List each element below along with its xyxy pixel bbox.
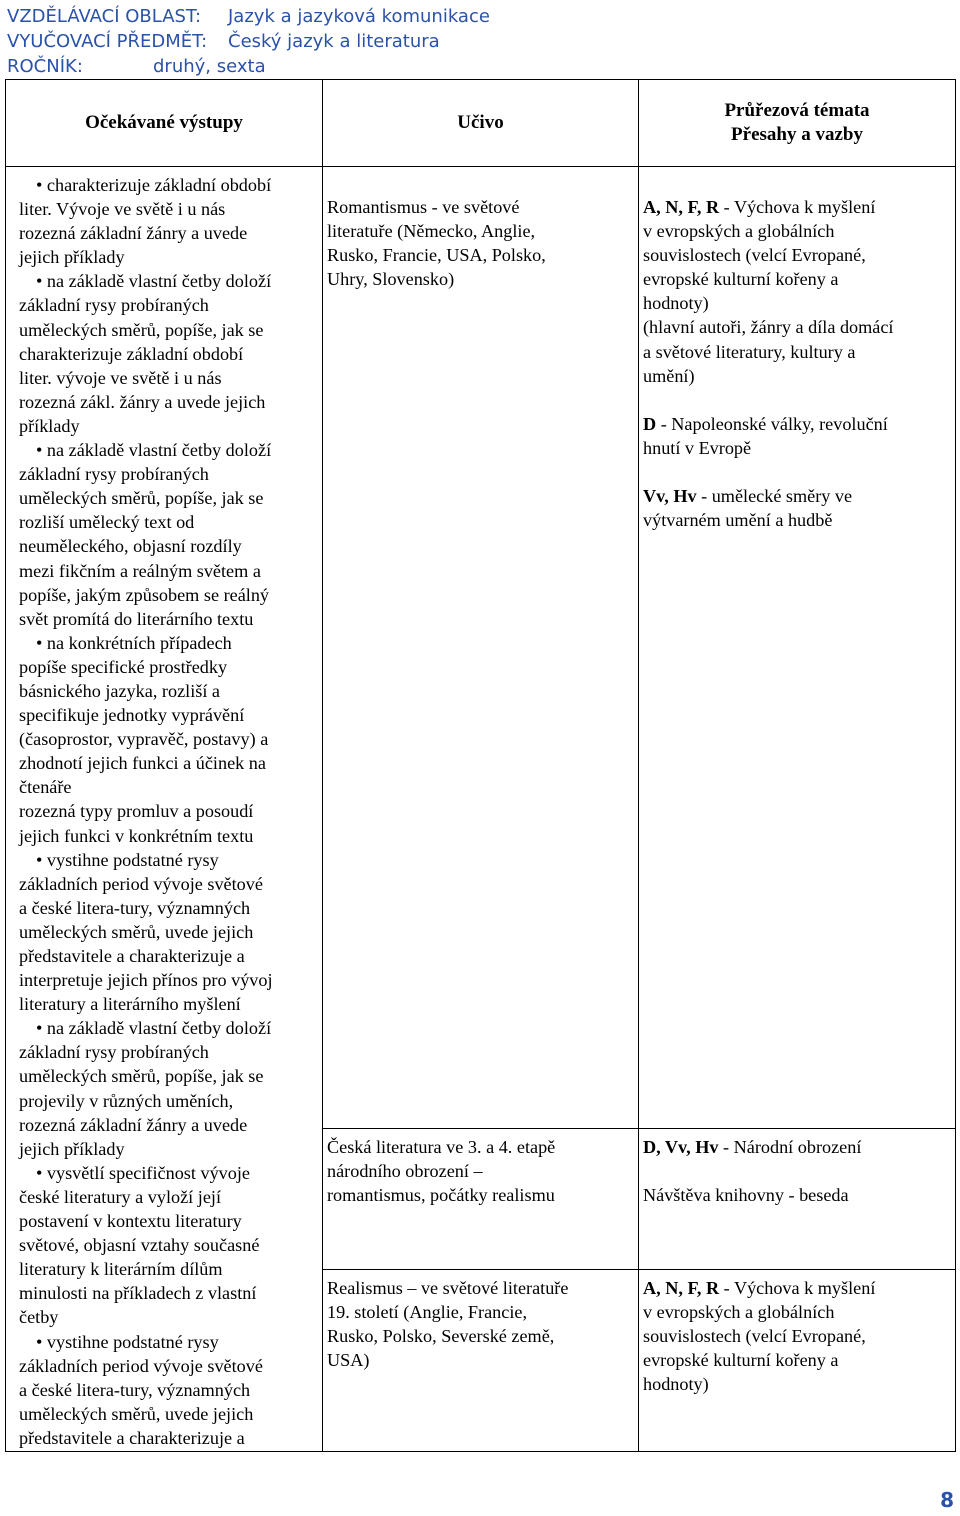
output-line: • na základě vlastní četby doloží xyxy=(36,271,272,292)
output-line: specifikuje jednotky vyprávění xyxy=(19,705,245,726)
output-line: uměleckých směrů, uvede jejich xyxy=(19,1403,254,1424)
output-line: zhodnotí jejich funkci a účinek na xyxy=(19,753,266,774)
output-line: postavení v kontextu literatury xyxy=(19,1211,242,1232)
subject-value: Český jazyk a literatura xyxy=(228,31,440,52)
themes-line: hodnoty) xyxy=(643,1374,709,1395)
themes-line: souvislostech (velcí Evropané, xyxy=(643,245,866,266)
themes-1-a-rest xyxy=(643,219,951,388)
output-line: a české litera-tury, významných xyxy=(19,1379,251,1400)
themes-1-d-l1: - Napoleonské války, revoluční xyxy=(656,413,888,434)
themes-line: (hlavní autoři, žánry a díla domácí xyxy=(643,317,894,338)
themes-1-a-bold: A, N, F, R xyxy=(643,197,720,217)
curriculum-2 xyxy=(327,1135,634,1207)
curriculum-line: Česká literatura ve 3. a 4. etapě xyxy=(327,1137,556,1157)
themes-line: evropské kulturní kořeny a xyxy=(643,269,839,290)
col-head-themes-line1: Průřezová témata xyxy=(724,100,870,121)
output-line: základní rysy probíraných xyxy=(19,1042,209,1063)
themes-2-l1: - Národní obrození xyxy=(718,1137,862,1157)
output-line: projevily v různých uměních, xyxy=(19,1090,234,1111)
output-line: světové, objasní vztahy současné xyxy=(19,1235,260,1256)
themes-1-v-bold: Vv, Hv xyxy=(643,486,697,507)
area-value: Jazyk a jazyková komunikace xyxy=(228,6,490,27)
curriculum-cell-3 xyxy=(323,1270,639,1452)
output-line: představitele a charakterizuje a xyxy=(19,946,245,966)
curriculum-line: národního obrození – xyxy=(327,1161,483,1182)
curriculum-1 xyxy=(327,195,634,291)
themes-line: umění) xyxy=(643,365,695,386)
themes-cell-2 xyxy=(639,1129,956,1270)
col-head-curriculum: Učivo xyxy=(323,80,639,167)
output-line: • na konkrétních případech xyxy=(36,632,232,653)
grade-key: ROČNÍK: xyxy=(7,56,83,77)
col-head-themes-line2: Přesahy a vazby xyxy=(731,124,863,145)
subject-row xyxy=(7,30,440,54)
output-line: literatury a literárního myšlení xyxy=(19,994,241,1015)
table-header-row xyxy=(6,80,956,167)
output-line: jejich příklady xyxy=(19,247,125,268)
curriculum-line: Uhry, Slovensko) xyxy=(327,269,455,290)
output-line: základní rysy probíraných xyxy=(19,464,209,485)
outputs-list xyxy=(19,173,322,1450)
subject-key: VYUČOVACÍ PŘEDMĚT: xyxy=(7,31,208,52)
curriculum-line: USA) xyxy=(327,1350,370,1371)
grade-row xyxy=(7,55,266,79)
output-line: základních period vývoje světové xyxy=(19,1355,263,1376)
output-line: a české litera-tury, významných xyxy=(19,897,251,918)
output-line: uměleckých směrů, popíše, jak se xyxy=(19,488,264,509)
table-row xyxy=(6,167,956,1129)
themes-1-d-bold: D xyxy=(643,413,657,434)
themes-2-l2: Návštěva knihovny - beseda xyxy=(643,1185,849,1206)
output-line: charakterizuje základní období xyxy=(19,343,244,364)
themes-1-v-l1: - umělecké směry ve xyxy=(696,486,853,507)
col-head-outputs: Očekávané výstupy xyxy=(6,80,323,167)
output-line: uměleckých směrů, uvede jejich xyxy=(19,921,254,942)
curriculum-3 xyxy=(327,1276,634,1372)
area-key: VZDĚLÁVACÍ OBLAST: xyxy=(7,6,202,27)
output-line: rozezná základní žánry a uvede xyxy=(19,223,248,244)
output-line: čtenáře xyxy=(19,777,72,798)
themes-cell-3 xyxy=(639,1270,956,1452)
curriculum-line: Realismus – ve světové literatuře xyxy=(327,1278,569,1298)
output-line: minulosti na příkladech z vlastní xyxy=(19,1283,257,1304)
themes-cell-1 xyxy=(639,167,956,1129)
curriculum-line: 19. století (Anglie, Francie, xyxy=(327,1302,528,1323)
grade-value: druhý, sexta xyxy=(153,56,266,77)
themes-line: a světové literatury, kultury a xyxy=(643,341,856,362)
themes-line: v evropských a globálních xyxy=(643,221,835,242)
output-line: svět promítá do literárního textu xyxy=(19,608,254,629)
curriculum-line: Rusko, Polsko, Severské země, xyxy=(327,1326,555,1347)
output-line: příklady xyxy=(19,415,80,436)
curriculum-table xyxy=(5,79,956,1452)
curriculum-line: Romantismus - ve světové xyxy=(327,197,520,217)
output-line: • vystihne podstatné rysy xyxy=(36,1331,219,1352)
col-head-themes xyxy=(639,80,956,167)
themes-1-a-l1: - Výchova k myšlení xyxy=(719,197,876,217)
curriculum-line: Rusko, Francie, USA, Polsko, xyxy=(327,245,546,266)
output-line: • na základě vlastní četby doloží xyxy=(36,1018,272,1039)
themes-line: v evropských a globálních xyxy=(643,1302,835,1323)
themes-2-bold: D, Vv, Hv xyxy=(643,1137,719,1157)
output-line: • vystihne podstatné rysy xyxy=(36,849,219,870)
output-line: neuměleckého, objasní rozdíly xyxy=(19,536,242,557)
output-line: uměleckých směrů, popíše, jak se xyxy=(19,319,264,340)
curriculum-cell-2 xyxy=(323,1129,639,1270)
output-line: • vysvětlí specifičnost vývoje xyxy=(36,1162,250,1183)
page-number: 8 xyxy=(940,1488,954,1512)
themes-3-a-l1: - Výchova k myšlení xyxy=(719,1278,876,1298)
output-line: rozezná zákl. žánry a uvede jejich xyxy=(19,391,266,412)
output-line: interpretuje jejich přínos pro vývoj xyxy=(19,970,273,991)
curriculum-line: romantismus, počátky realismu xyxy=(327,1185,555,1206)
themes-line: evropské kulturní kořeny a xyxy=(643,1350,839,1371)
output-line: jejich příklady xyxy=(19,1138,125,1159)
output-line: rozezná základní žánry a uvede xyxy=(19,1114,248,1135)
output-line: popíše specifické prostředky xyxy=(19,656,228,677)
themes-1-d-l2: hnutí v Evropě xyxy=(643,437,752,458)
output-line: • charakterizuje základní období xyxy=(36,175,272,195)
themes-3-a-rest xyxy=(643,1300,951,1396)
output-line: mezi fikčním a reálným světem a xyxy=(19,560,261,581)
area-row xyxy=(7,5,490,29)
output-line: rozezná typy promluv a posoudí xyxy=(19,801,254,822)
themes-3-a-bold: A, N, F, R xyxy=(643,1278,720,1298)
curriculum-cell-1 xyxy=(323,167,639,1129)
output-line: liter. Vývoje ve světě i u nás xyxy=(19,199,226,220)
output-line: četby xyxy=(19,1307,59,1328)
output-line: • na základě vlastní četby doloží xyxy=(36,440,272,461)
curriculum-line: literatuře (Německo, Anglie, xyxy=(327,221,536,242)
output-line: básnického jazyka, rozliší a xyxy=(19,680,220,701)
outputs-cell xyxy=(6,167,323,1452)
output-line: rozliší umělecký text od xyxy=(19,512,195,533)
output-line: (časoprostor, vypravěč, postavy) a xyxy=(19,729,269,750)
output-line: literatury k literárním dílům xyxy=(19,1259,223,1280)
output-line: liter. vývoje ve světě i u nás xyxy=(19,367,222,388)
output-line: základních period vývoje světové xyxy=(19,873,263,894)
output-line: popíše, jakým způsobem se reálný xyxy=(19,584,270,605)
output-line: základní rysy probíraných xyxy=(19,295,209,316)
output-line: jejich funkci v konkrétním textu xyxy=(19,825,254,846)
themes-line: hodnoty) xyxy=(643,293,709,314)
output-line: představitele a charakterizuje a xyxy=(19,1427,245,1448)
themes-line: souvislostech (velcí Evropané, xyxy=(643,1326,866,1347)
output-line: uměleckých směrů, popíše, jak se xyxy=(19,1066,264,1087)
output-line: české literatury a vyloží její xyxy=(19,1186,221,1207)
themes-1-v-l2: výtvarném umění a hudbě xyxy=(643,510,833,531)
